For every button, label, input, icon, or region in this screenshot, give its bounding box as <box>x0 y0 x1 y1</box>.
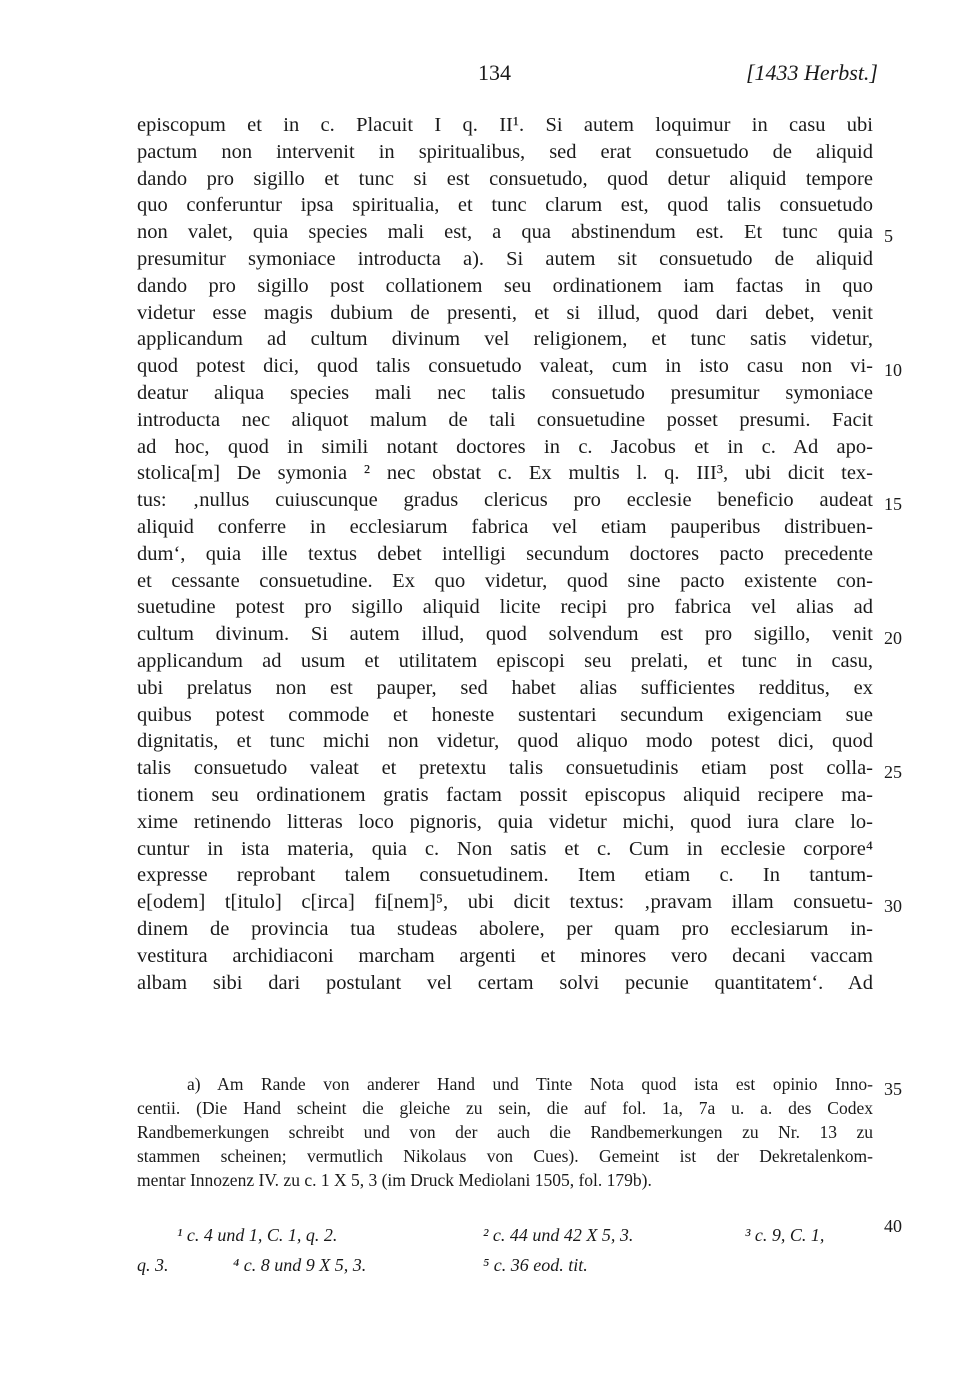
line-number: 15 <box>884 494 902 514</box>
footnote-line: centii. (Die Hand scheint die gleiche zu sein, die auf fol. 1a, 7a u. a. des Codex <box>137 1098 873 1118</box>
text-line: aliquid conferre in ecclesiarum fabrica vel etiam pauperibus distribuen- <box>137 515 873 538</box>
reference-3-cont: q. 3. <box>137 1255 169 1275</box>
footnote-line: mentar Innozenz IV. zu c. 1 X 5, 3 (im Druck Mediolani 1505, fol. 179b). <box>137 1170 652 1190</box>
text-line: talis consuetudo valeat et pretextu talis consuetudinis etiam post colla- <box>137 757 873 780</box>
text-line: presumitur symoniace introducta a). Si autem sit consuetudo de aliquid <box>137 247 873 270</box>
text-line: tus: ‚nullus cuiuscunque gradus clericus pro ecclesie beneficio audeat <box>137 489 873 512</box>
text-line: quibus potest commode et honeste sustentari secundum exigenciam sue <box>137 703 873 726</box>
text-line: ubi prelatus non est pauper, sed habet alias sufficientes redditus, ex <box>137 676 873 699</box>
footnote-line: Randbemerkungen schreibt und von der auch die Randbemerkungen zu Nr. 13 zu <box>137 1122 873 1142</box>
page-number: 134 <box>478 60 511 85</box>
text-line: non valet, quia species mali est, a qua abstinendum est. Et tunc quia <box>137 221 873 244</box>
line-number: 5 <box>884 226 893 246</box>
text-line: quod potest dici, quod talis consuetudo valeat, cum in isto casu non vi- <box>137 355 873 378</box>
text-line: dando pro sigillo et tunc si est consuetudo, quod detur aliquid tempore <box>137 167 873 190</box>
line-number: 10 <box>884 360 902 380</box>
text-line: e[odem] t[itulo] c[irca] fi[nem]⁵, ubi dicit textus: ‚pravam illam consuetu- <box>137 891 873 914</box>
line-number: 30 <box>884 896 902 916</box>
line-number: 40 <box>884 1216 902 1236</box>
text-line: episcopum et in c. Placuit I q. II¹. Si autem loquimur in casu ubi <box>137 114 873 136</box>
footnote-line: a) Am Rande von anderer Hand und Tinte Nota quod ista est opinio Inno- <box>187 1074 873 1094</box>
text-line: albam sibi dari postulant vel certam solvi pecunie quantitatem‘. Ad <box>137 971 873 994</box>
text-line: pactum non intervenit in spiritualibus, sed erat consuetudo de aliquid <box>137 140 873 163</box>
line-number: 20 <box>884 628 902 648</box>
text-line: tionem seu ordinationem gratis factam possit episcopus aliquid recipere ma- <box>137 783 873 806</box>
references <box>137 1220 873 1280</box>
text-line: videtur esse magis dubium de presenti, et si illud, quod dari debet, venit <box>137 301 873 324</box>
text-line: dum‘, quia ille textus debet intelligi secundum doctores pacto precedente <box>137 542 873 565</box>
text-line: stolica[m] De symonia ² nec obstat c. Ex multis l. q. III³, ubi dicit tex- <box>137 462 873 485</box>
text-line: suetudine potest pro sigillo aliquid licite recipi pro fabrica vel alias ad <box>137 596 873 619</box>
text-line: et cessante consuetudine. Ex quo videtur, quod sine pacto existente con- <box>137 569 873 592</box>
text-line: dando pro sigillo post collationem seu ordinationem iam factas in quo <box>137 274 873 297</box>
reference-2: ² c. 44 und 42 X 5, 3. <box>483 1225 634 1245</box>
reference-4: ⁴ c. 8 und 9 X 5, 3. <box>233 1255 367 1275</box>
text-line: ad hoc, quod in simili notant doctores in c. Jacobus et in c. Ad apo- <box>137 435 873 458</box>
line-number: 25 <box>884 762 902 782</box>
reference-5: ⁵ c. 36 eod. tit. <box>483 1255 588 1275</box>
text-line: applicandum ad usum et utilitatem episcopi seu prelati, et tunc in casu, <box>137 649 873 672</box>
text-line: dignitatis, et tunc michi non videtur, quod aliquo modo potest dici, quod <box>137 730 873 753</box>
footnote-a <box>137 1072 873 1192</box>
running-title: [1433 Herbst.] <box>745 60 878 85</box>
reference-1: ¹ c. 4 und 1, C. 1, q. 2. <box>177 1225 338 1245</box>
footnote-line: stammen scheinen; vermutlich Nikolaus von Cues). Gemeint ist der Dekretalenkom- <box>137 1146 873 1166</box>
text-line: applicandum ad cultum divinum vel religionem, et tunc satis videtur, <box>137 328 873 351</box>
text-line: introducta nec aliquot malum de tali consuetudine posset presumi. Facit <box>137 408 873 431</box>
line-number: 35 <box>884 1079 902 1099</box>
text-line: quo conferuntur ipsa spiritualia, et tunc clarum est, quod talis consuetudo <box>137 194 873 217</box>
text-line: vestitura archidiaconi marcham argenti et minores vero decani vaccam <box>137 944 873 967</box>
text-line: deatur aliqua species mali nec talis consuetudo presumitur symoniace <box>137 381 873 404</box>
text-line: expresse reprobant talem consuetudinem. Item etiam c. In tantum- <box>137 864 873 887</box>
text-line: cultum divinum. Si autem illud, quod solvendum est pro sigillo, venit <box>137 623 873 646</box>
reference-3: ³ c. 9, C. 1, <box>745 1225 825 1245</box>
text-line: dinem de provincia tua studeas abolere, per quam pro ecclesiarum in- <box>137 917 873 940</box>
main-text <box>137 112 873 996</box>
text-line: cuntur in ista materia, quia c. Non satis et c. Cum in ecclesie corpore⁴ <box>137 837 873 860</box>
text-line: xime retinendo litteras loco pignoris, quia videtur michi, quod iura clare lo- <box>137 810 873 833</box>
